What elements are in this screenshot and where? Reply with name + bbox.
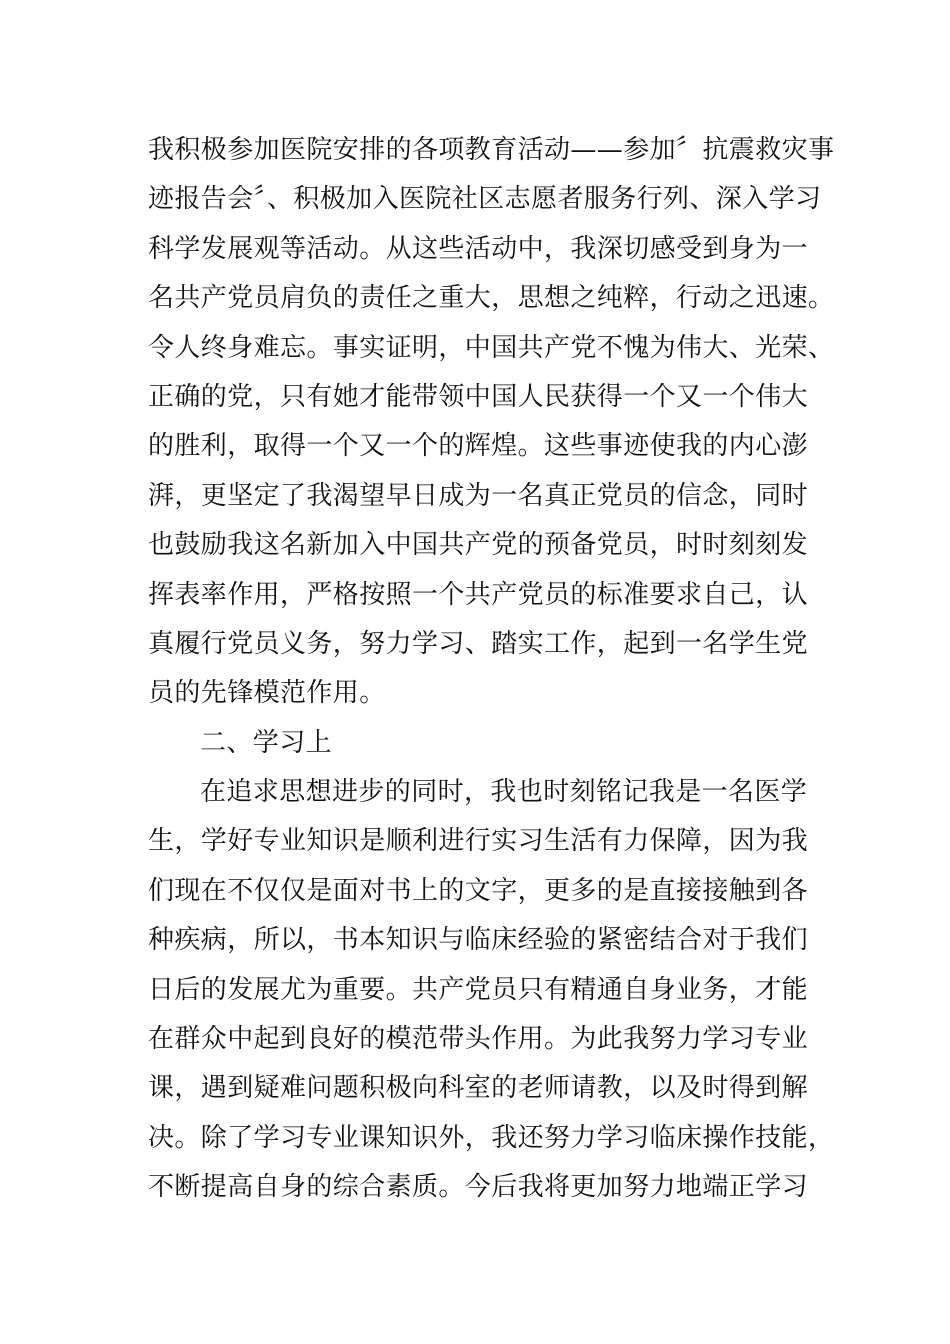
text-line: 迹报告会〞、积极加入医院社区志愿者服务行列、深入学习: [148, 184, 822, 215]
paragraph-first-line: 在追求思想进步的同时，我也时刻铭记我是一名医学: [200, 777, 808, 808]
text-line: 在群众中起到良好的模范带头作用。为此我努力学习专业: [148, 1024, 809, 1055]
text-line: 决。除了学习专业课知识外，我还努力学习临床操作技能，: [148, 1122, 835, 1153]
text-line: 我积极参加医院安排的各项教育活动——参加〞抗震救灾事: [148, 135, 835, 165]
text-line: 课，遇到疑难问题积极向科室的老师请教，以及时得到解: [148, 1073, 809, 1104]
paragraph-first-line: 二、学习上: [200, 727, 333, 758]
text-line: 不断提高自身的综合素质。今后我将更加努力地端正学习: [148, 1172, 809, 1203]
text-line: 员的先锋模范作用。: [148, 678, 386, 709]
text-line: 生，学好专业知识是顺利进行实习生活有力保障，因为我: [148, 826, 809, 857]
text-line: 种疾病，所以，书本知识与临床经验的紧密结合对于我们: [148, 925, 809, 956]
text-line: 令人终身难忘。事实证明，中国共产党不愧为伟大、光荣、: [148, 332, 835, 363]
text-line: 也鼓励我这名新加入中国共产党的预备党员，时时刻刻发: [148, 530, 809, 561]
text-line: 湃，更坚定了我渴望早日成为一名真正党员的信念，同时: [148, 480, 809, 511]
body-text: [148, 126, 835, 1213]
text-line: 的胜利，取得一个又一个的辉煌。这些事迹使我的内心澎: [148, 431, 809, 462]
text-line: 科学发展观等活动。从这些活动中，我深切感受到身为一: [148, 233, 809, 264]
text-line: 名共产党员肩负的责任之重大，思想之纯粹，行动之迅速。: [148, 283, 835, 314]
text-line: 挥表率作用，严格按照一个共产党员的标准要求自己，认: [148, 579, 809, 610]
text-line: 日后的发展尤为重要。共产党员只有精通自身业务，才能: [148, 974, 809, 1005]
text-line: 们现在不仅仅是面对书上的文字，更多的是直接接触到各: [148, 875, 809, 906]
text-line: 真履行党员义务，努力学习、踏实工作，起到一名学生党: [148, 628, 809, 659]
text-line: 正确的党，只有她才能带领中国人民获得一个又一个伟大: [148, 381, 809, 412]
